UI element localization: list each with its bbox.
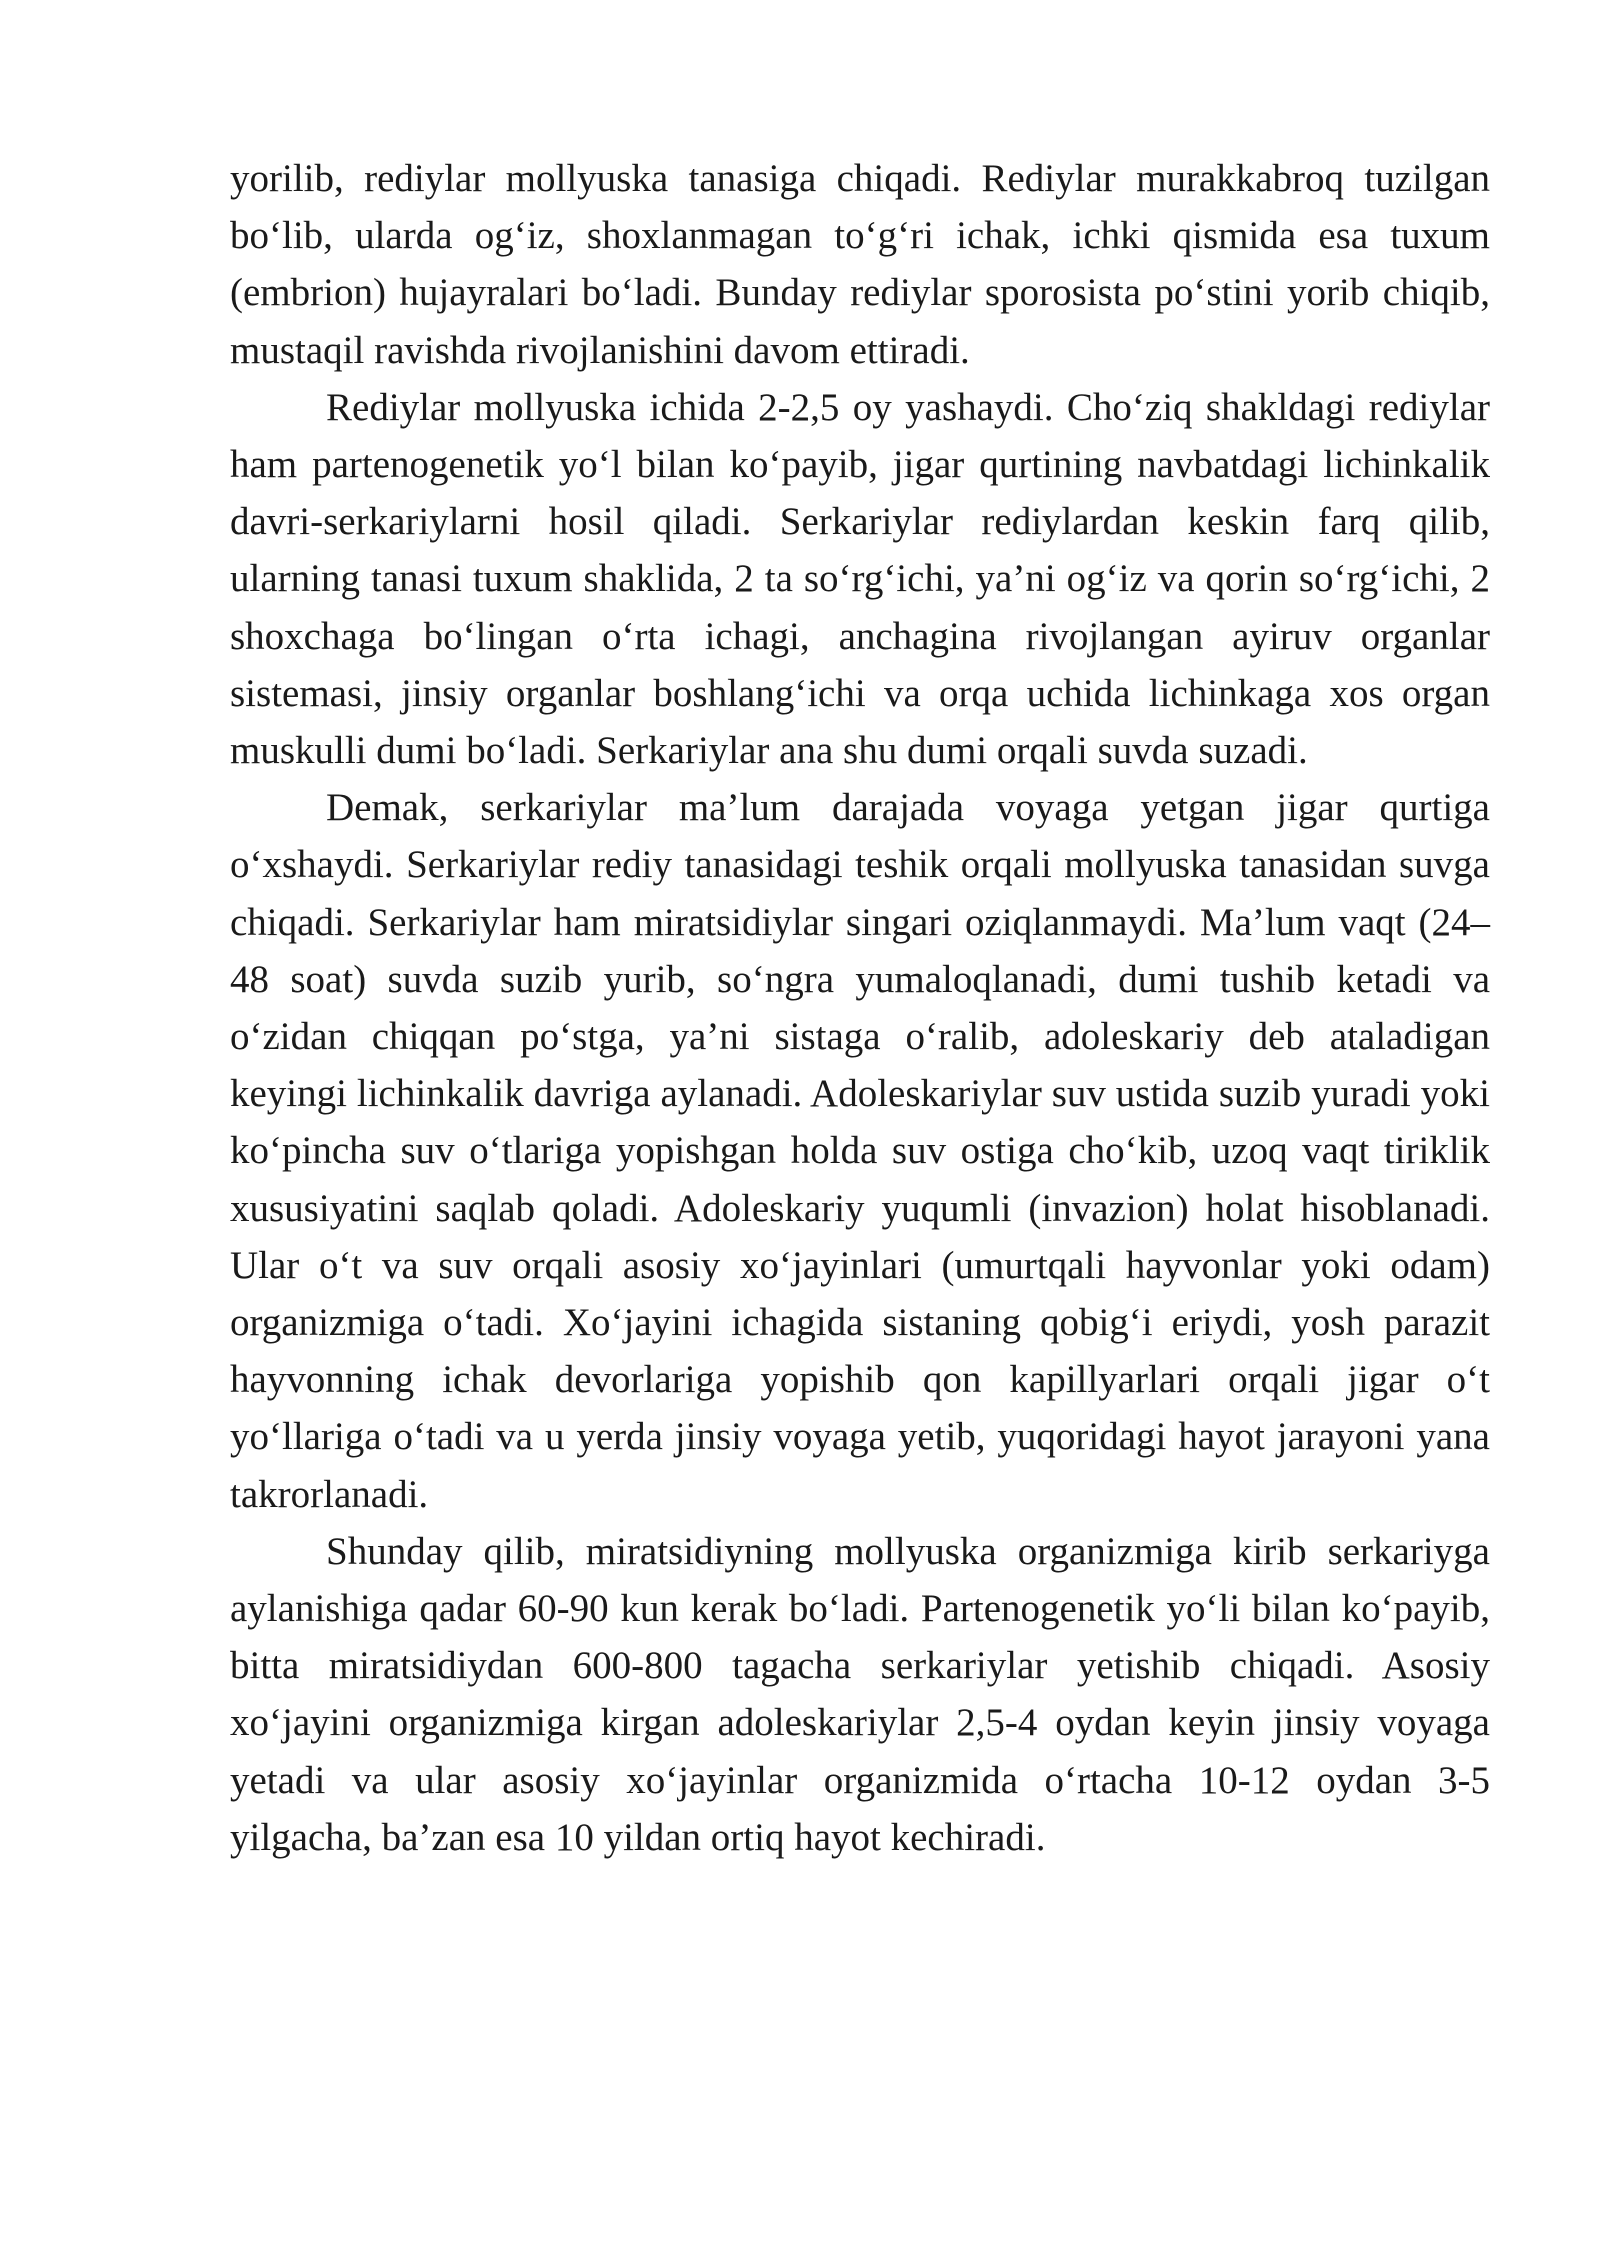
- paragraph-4: Shunday qilib, miratsidiyning mollyuska organizmiga kirib serkariyga aylanishiga qadar 60-90 kun kerak bo‘ladi. Partenogenetik yo‘li bilan ko‘payib, bitta miratsidiydan 600-800 tagacha serkariylar yetishib chiqadi. Asosiy xo‘jayini organizmiga kirgan adoleskariylar 2,5-4 oydan keyin jinsiy voyaga yetadi va ular asosiy xo‘jayinlar organizmida o‘rtacha 10-12 oydan 3-5 yilgacha, ba’zan esa 10 yildan ortiq hayot kechiradi.: [230, 1529, 1490, 1859]
- paragraph-3: Demak, serkariylar ma’lum darajada voyaga yetgan jigar qurtiga o‘xshaydi. Serkariylar rediy tanasidagi teshik orqali mollyuska tanasidan suvga chiqadi. Serkariylar ham miratsidiylar singari oziqlanmaydi. Ma’lum vaqt (24–48 soat) suvda suzib yurib, so‘ngra yumaloqlanadi, dumi tushib ketadi va o‘zidan chiqqan po‘stga, ya’ni sistaga o‘ralib, adoleskariy deb ataladigan keyingi lichinkalik davriga aylanadi. Adoleskariylar suv ustida suzib yuradi yoki ko‘pincha suv o‘tlariga yopishgan holda suv ostiga cho‘kib, uzoq vaqt tiriklik xususiyatini saqlab qoladi. Adoleskariy yuqumli (invazion) holat hisoblanadi. Ular o‘t va suv orqali asosiy xo‘jayinlari (umurtqali hayvonlar yoki odam) organizmiga o‘tadi. Xo‘jayini ichagida sistaning qobig‘i eriydi, yosh parazit hayvonning ichak devorlariga yopishib qon kapillyarlari orqali jigar o‘t yo‘llariga o‘tadi va u yerda jinsiy voyaga yetib, yuqoridagi hayot jarayoni yana takrorlanadi.: [230, 786, 1490, 1516]
- paragraph-1: yorilib, rediylar mollyuska tanasiga chiqadi. Rediylar murakkabroq tuzilgan bo‘lib, ularda og‘iz, shoxlanmagan to‘g‘ri ichak, ichki qismida esa tuxum (embrion) hujayralari bo‘ladi. Bunday rediylar sporosista po‘stini yorib chiqib, mustaqil ravishda rivojlanishini davom ettiradi.: [230, 157, 1490, 372]
- document-page: [230, 150, 1490, 1866]
- paragraph-2: Rediylar mollyuska ichida 2-2,5 oy yashaydi. Cho‘ziq shakldagi rediylar ham partenogenetik yo‘l bilan ko‘payib, jigar qurtining navbatdagi lichinkalik davri-serkariylarni hosil qiladi. Serkariylar rediylardan keskin farq qilib, ularning tanasi tuxum shaklida, 2 ta so‘rg‘ichi, ya’ni og‘iz va qorin so‘rg‘ichi, 2 shoxchaga bo‘lingan o‘rta ichagi, anchagina rivojlangan ayiruv organlar sistemasi, jinsiy organlar boshlang‘ichi va orqa uchida lichinkaga xos organ muskulli dumi bo‘ladi. Serkariylar ana shu dumi orqali suvda suzadi.: [230, 385, 1490, 773]
